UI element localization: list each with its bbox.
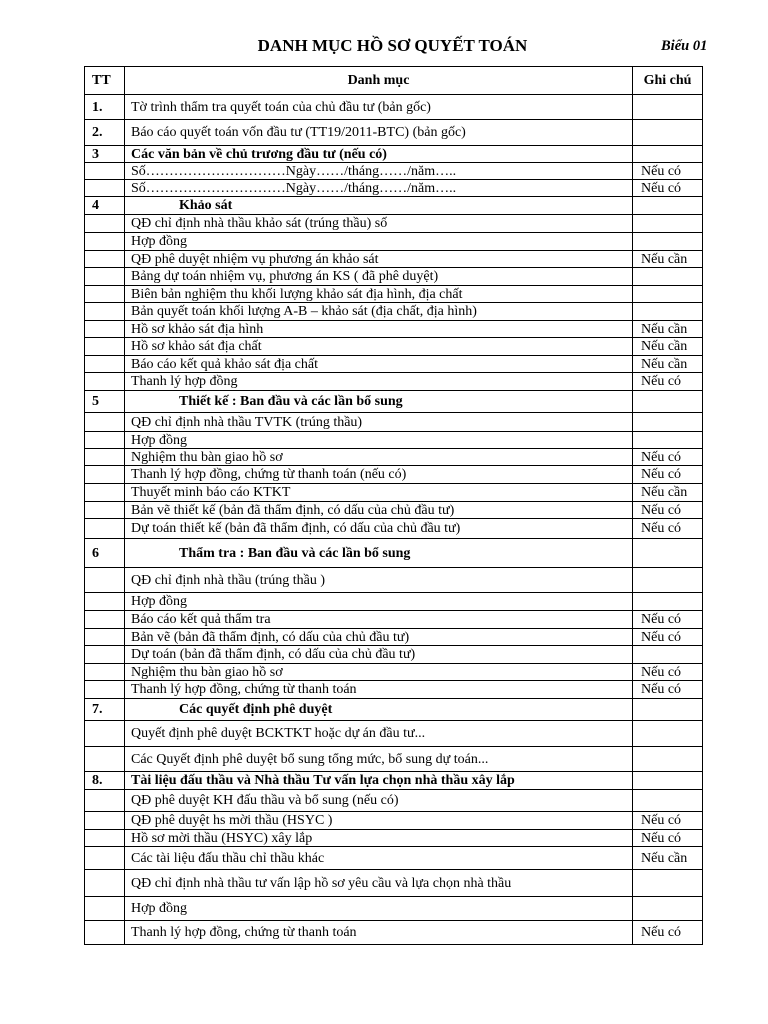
- note-cell: [633, 747, 703, 772]
- note-cell: [633, 772, 703, 790]
- section-heading-row: [85, 197, 703, 215]
- item-cell: Bản vẽ thiết kế (bản đã thẩm định, có dấu của chủ đầu tư): [125, 502, 633, 519]
- note-cell: [633, 413, 703, 432]
- item-cell: QĐ chỉ định nhà thầu tư vấn lập hồ sơ yêu cầu và lựa chọn nhà thầu: [125, 870, 633, 897]
- row-number-cell: [85, 449, 125, 466]
- item-cell: Các tài liệu đấu thầu chỉ thầu khác: [125, 847, 633, 870]
- note-cell: Nếu có: [633, 519, 703, 539]
- note-cell: [633, 146, 703, 163]
- row-number-cell: [85, 286, 125, 303]
- column-header-note: Ghi chú: [633, 67, 703, 95]
- section-title-cell: Các văn bản về chủ trương đầu tư (nếu có): [125, 146, 633, 163]
- note-cell: [633, 646, 703, 664]
- table-row: [85, 432, 703, 449]
- item-cell: Số…………………………Ngày……/tháng……/năm…..: [125, 163, 633, 180]
- note-cell: Nếu cần: [633, 356, 703, 373]
- note-cell: Nếu có: [633, 812, 703, 830]
- row-number-cell: [85, 251, 125, 268]
- row-number-cell: [85, 432, 125, 449]
- row-number-cell: 7.: [85, 699, 125, 721]
- note-cell: [633, 233, 703, 251]
- item-cell: Nghiệm thu bàn giao hồ sơ: [125, 664, 633, 681]
- row-number-cell: [85, 303, 125, 321]
- row-number-cell: [85, 484, 125, 502]
- item-cell: QĐ phê duyệt nhiệm vụ phương án khảo sát: [125, 251, 633, 268]
- table-row: [85, 303, 703, 321]
- document-table: [84, 66, 703, 945]
- note-cell: [633, 120, 703, 146]
- note-cell: [633, 391, 703, 413]
- item-cell: Hồ sơ mời thầu (HSYC) xây lắp: [125, 830, 633, 847]
- row-number-cell: [85, 356, 125, 373]
- section-heading-row: [85, 772, 703, 790]
- item-cell: Hợp đồng: [125, 432, 633, 449]
- table-row: [85, 519, 703, 539]
- note-cell: Nếu có: [633, 611, 703, 629]
- note-cell: [633, 539, 703, 568]
- row-number-cell: [85, 847, 125, 870]
- section-title-cell: Tài liệu đấu thầu và Nhà thầu Tư vấn lựa chọn nhà thầu xây lắp: [125, 772, 633, 790]
- table-row: [85, 251, 703, 268]
- table-row: [85, 721, 703, 747]
- row-number-cell: [85, 747, 125, 772]
- item-cell: Thanh lý hợp đồng, chứng từ thanh toán: [125, 921, 633, 945]
- note-cell: Nếu cần: [633, 847, 703, 870]
- table-row: [85, 180, 703, 197]
- note-cell: [633, 897, 703, 921]
- note-cell: Nếu có: [633, 180, 703, 197]
- table-row: [85, 629, 703, 646]
- row-number-cell: [85, 611, 125, 629]
- item-cell: Hồ sơ khảo sát địa chất: [125, 338, 633, 356]
- table-row: [85, 790, 703, 812]
- table-row: [85, 681, 703, 699]
- note-cell: [633, 870, 703, 897]
- row-number-cell: [85, 664, 125, 681]
- item-cell: Biên bản nghiệm thu khối lượng khảo sát địa hình, địa chất: [125, 286, 633, 303]
- row-number-cell: [85, 466, 125, 484]
- section-heading-row: [85, 699, 703, 721]
- item-cell: Nghiệm thu bàn giao hồ sơ: [125, 449, 633, 466]
- table-header-row: [85, 67, 703, 95]
- section-heading-row: [85, 146, 703, 163]
- row-number-cell: [85, 321, 125, 338]
- note-cell: Nếu có: [633, 466, 703, 484]
- column-header-tt: TT: [85, 67, 125, 95]
- row-number-cell: 5: [85, 391, 125, 413]
- row-number-cell: [85, 519, 125, 539]
- item-cell: QĐ chỉ định nhà thầu TVTK (trúng thầu): [125, 413, 633, 432]
- table-row: [85, 664, 703, 681]
- row-number-cell: [85, 870, 125, 897]
- row-number-cell: 8.: [85, 772, 125, 790]
- row-number-cell: [85, 830, 125, 847]
- row-number-cell: [85, 215, 125, 233]
- column-header-item: Danh mục: [125, 67, 633, 95]
- note-cell: Nếu có: [633, 502, 703, 519]
- row-number-cell: [85, 413, 125, 432]
- item-cell: Số…………………………Ngày……/tháng……/năm…..: [125, 180, 633, 197]
- note-cell: [633, 268, 703, 286]
- table-row: [85, 356, 703, 373]
- item-cell: Hợp đồng: [125, 897, 633, 921]
- item-cell: Thanh lý hợp đồng: [125, 373, 633, 391]
- note-cell: Nếu cần: [633, 321, 703, 338]
- row-number-cell: [85, 338, 125, 356]
- row-number-cell: 4: [85, 197, 125, 215]
- table-row: [85, 321, 703, 338]
- section-title-cell: Các quyết định phê duyệt: [125, 699, 633, 721]
- row-number-cell: [85, 897, 125, 921]
- table-row: [85, 847, 703, 870]
- table-body: [85, 95, 703, 945]
- table-row: [85, 502, 703, 519]
- table-row: [85, 611, 703, 629]
- row-number-cell: 2.: [85, 120, 125, 146]
- table-row: [85, 812, 703, 830]
- item-cell: QĐ phê duyệt hs mời thầu (HSYC ): [125, 812, 633, 830]
- table-row: [85, 830, 703, 847]
- row-number-cell: [85, 268, 125, 286]
- note-cell: Nếu cần: [633, 338, 703, 356]
- table-row: [85, 897, 703, 921]
- item-cell: QĐ chỉ định nhà thầu khảo sát (trúng thầu) số: [125, 215, 633, 233]
- table-row: [85, 870, 703, 897]
- row-number-cell: 1.: [85, 95, 125, 120]
- note-cell: [633, 721, 703, 747]
- table-row: [85, 466, 703, 484]
- form-label: Biểu 01: [661, 38, 708, 54]
- note-cell: Nếu có: [633, 681, 703, 699]
- row-number-cell: [85, 568, 125, 593]
- item-cell: Hợp đồng: [125, 593, 633, 611]
- item-cell: Báo cáo kết quả thẩm tra: [125, 611, 633, 629]
- note-cell: Nếu cần: [633, 251, 703, 268]
- table-row: [85, 747, 703, 772]
- note-cell: [633, 303, 703, 321]
- table-row: [85, 449, 703, 466]
- table-row: [85, 484, 703, 502]
- note-cell: [633, 197, 703, 215]
- table-row: [85, 921, 703, 945]
- row-number-cell: [85, 681, 125, 699]
- section-heading-row: [85, 391, 703, 413]
- row-number-cell: [85, 233, 125, 251]
- item-cell: Thuyết minh báo cáo KTKT: [125, 484, 633, 502]
- row-number-cell: [85, 593, 125, 611]
- item-cell: Quyết định phê duyệt BCKTKT hoặc dự án đầu tư...: [125, 721, 633, 747]
- item-cell: Bản vẽ (bản đã thẩm định, có dấu của chủ đầu tư): [125, 629, 633, 646]
- note-cell: Nếu có: [633, 629, 703, 646]
- table-row: [85, 286, 703, 303]
- row-number-cell: [85, 163, 125, 180]
- item-cell: Bản quyết toán khối lượng A-B – khảo sát (địa chất, địa hình): [125, 303, 633, 321]
- note-cell: [633, 286, 703, 303]
- row-number-cell: 3: [85, 146, 125, 163]
- note-cell: Nếu có: [633, 373, 703, 391]
- note-cell: [633, 699, 703, 721]
- table-row: [85, 163, 703, 180]
- table-row: [85, 568, 703, 593]
- item-cell: Các Quyết định phê duyệt bổ sung tổng mức, bổ sung dự toán...: [125, 747, 633, 772]
- row-number-cell: [85, 502, 125, 519]
- section-title-cell: Thiết kế : Ban đầu và các lần bổ sung: [125, 391, 633, 413]
- item-cell: Bảng dự toán nhiệm vụ, phương án KS ( đã phê duyệt): [125, 268, 633, 286]
- item-cell: Dự toán thiết kế (bản đã thẩm định, có dấu của chủ đầu tư): [125, 519, 633, 539]
- note-cell: [633, 593, 703, 611]
- note-cell: [633, 568, 703, 593]
- note-cell: Nếu có: [633, 921, 703, 945]
- row-number-cell: [85, 721, 125, 747]
- item-cell: QĐ chỉ định nhà thầu (trúng thầu ): [125, 568, 633, 593]
- row-number-cell: [85, 812, 125, 830]
- row-number-cell: [85, 921, 125, 945]
- section-heading-row: [85, 539, 703, 568]
- row-number-cell: [85, 373, 125, 391]
- item-cell: Báo cáo kết quả khảo sát địa chất: [125, 356, 633, 373]
- item-cell: Thanh lý hợp đồng, chứng từ thanh toán (nếu có): [125, 466, 633, 484]
- note-cell: Nếu có: [633, 830, 703, 847]
- section-title-cell: Khảo sát: [125, 197, 633, 215]
- row-number-cell: [85, 790, 125, 812]
- page-title: DANH MỤC HỒ SƠ QUYẾT TOÁN: [257, 36, 528, 55]
- note-cell: [633, 95, 703, 120]
- item-cell: Hồ sơ khảo sát địa hình: [125, 321, 633, 338]
- note-cell: [633, 432, 703, 449]
- note-cell: Nếu có: [633, 449, 703, 466]
- item-cell: Dự toán (bản đã thẩm định, có dấu của chủ đầu tư): [125, 646, 633, 664]
- item-cell: QĐ phê duyệt KH đấu thầu và bổ sung (nếu có): [125, 790, 633, 812]
- row-number-cell: [85, 646, 125, 664]
- table-row: [85, 593, 703, 611]
- note-cell: Nếu có: [633, 163, 703, 180]
- table-row: [85, 120, 703, 146]
- table-row: [85, 268, 703, 286]
- table-row: [85, 338, 703, 356]
- item-cell: Tờ trình thẩm tra quyết toán của chủ đầu tư (bản gốc): [125, 95, 633, 120]
- row-number-cell: [85, 629, 125, 646]
- item-cell: Thanh lý hợp đồng, chứng từ thanh toán: [125, 681, 633, 699]
- section-title-cell: Thẩm tra : Ban đầu và các lần bổ sung: [125, 539, 633, 568]
- table-row: [85, 373, 703, 391]
- item-cell: Báo cáo quyết toán vốn đầu tư (TT19/2011-BTC) (bản gốc): [125, 120, 633, 146]
- table-row: [85, 215, 703, 233]
- note-cell: Nếu có: [633, 664, 703, 681]
- note-cell: Nếu cần: [633, 484, 703, 502]
- table-head: [85, 67, 703, 95]
- item-cell: Hợp đồng: [125, 233, 633, 251]
- table-row: [85, 413, 703, 432]
- row-number-cell: [85, 180, 125, 197]
- note-cell: [633, 790, 703, 812]
- table-row: [85, 646, 703, 664]
- note-cell: [633, 215, 703, 233]
- table-row: [85, 233, 703, 251]
- table-row: [85, 95, 703, 120]
- row-number-cell: 6: [85, 539, 125, 568]
